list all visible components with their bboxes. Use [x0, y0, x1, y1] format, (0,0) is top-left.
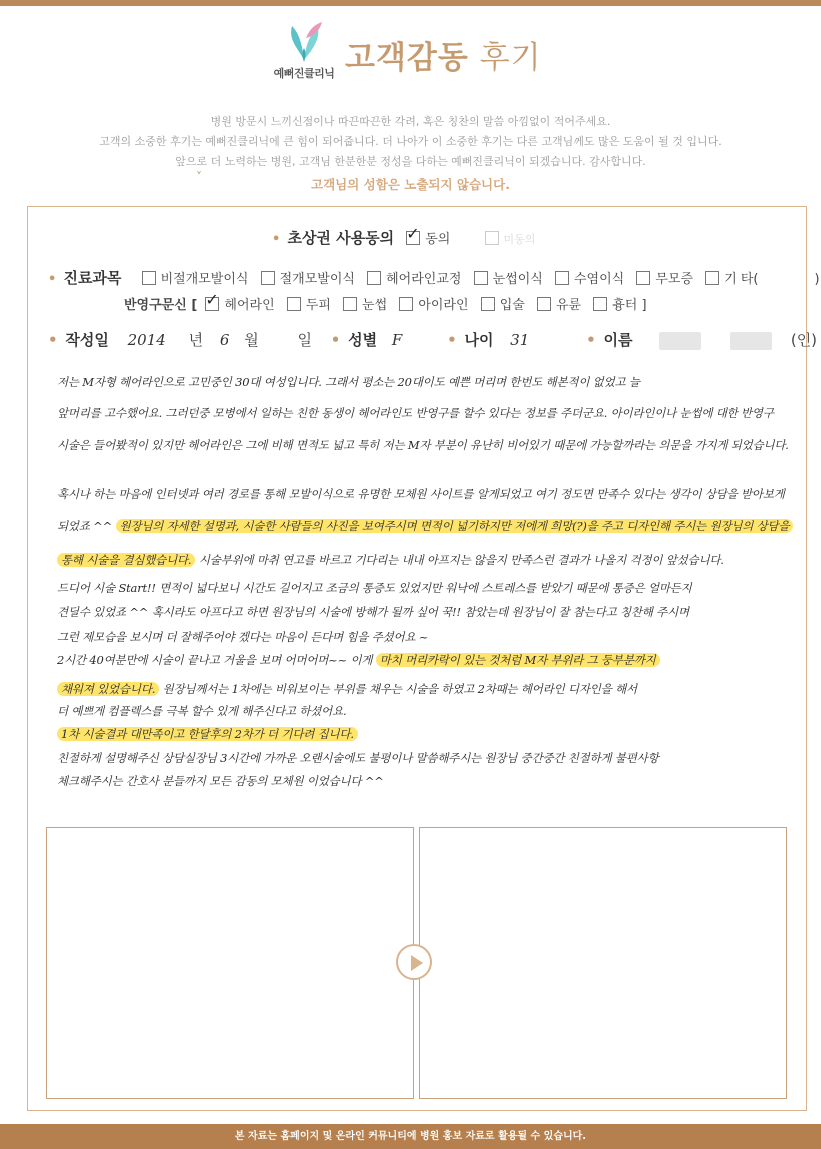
treatment-option-6: 무모증 — [655, 272, 694, 287]
area-checkbox-3[interactable] — [343, 297, 357, 311]
treatment-option-other: 기 타( — [724, 272, 759, 287]
consent-agree-label: 동의 — [425, 232, 451, 247]
review-highlight: 마치 머리카락이 있는 것처럼 M자 부위라 그 둥부분까지 — [376, 653, 660, 667]
play-arrow-icon[interactable] — [396, 944, 432, 980]
review-line: 저는 M자형 헤어라인으로 고민중인 30대 여성입니다. 그래서 평소는 20대이도 예쁜 머리며 한번도 해본적이 없었고 늘 — [57, 375, 640, 389]
bullet-icon: • — [447, 331, 457, 349]
review-line-group — [57, 726, 797, 742]
treatment-option-2: 절개모발이식 — [279, 272, 355, 287]
area-option-5: 입술 — [499, 298, 525, 313]
intro-text — [0, 112, 821, 172]
treatment-option-3: 헤어라인교정 — [386, 272, 462, 287]
consent-label: 초상권 사용동의 — [287, 229, 395, 247]
review-line: 혹시나 하는 마음에 인터넷과 여러 경로를 통해 모발이식으로 유명한 모체원 사이트를 알게되었고 여기 정도면 만족수 있다는 생각이 상담을 받아보게 — [57, 487, 785, 501]
treatment-checkbox-3[interactable] — [367, 271, 381, 285]
name-blurred — [659, 332, 701, 350]
treatment-checkbox-6[interactable] — [636, 271, 650, 285]
review-line-group — [57, 518, 797, 534]
seal-label: (인) — [790, 331, 818, 349]
page-title — [345, 32, 542, 77]
clinic-logo — [268, 18, 340, 98]
intro-line-2: 고객의 소중한 후기는 예뻐진클리닉에 큰 힘이 되어줍니다. 더 나아가 이 소중한 후기는 다른 고객님께도 많은 도움이 될 것 입니다. — [99, 135, 722, 148]
review-highlight: 원장님의 자세한 설명과, 시술한 사람들의 사진을 보여주시며 면적이 넓기하지만 저에게 희망(?)을 주고 디자인해 주시는 원장님의 상담을 — [116, 519, 794, 533]
review-line-group — [57, 681, 797, 697]
review-highlight: 통해 시술을 결심했습니다. — [57, 553, 195, 567]
consent-row — [272, 224, 536, 248]
page-header — [0, 18, 821, 98]
review-line: 그런 제모습을 보시며 더 잘해주어야 겠다는 마음이 든다며 힘을 주셨어요 ~ — [57, 630, 429, 644]
month-unit: 월 — [244, 331, 259, 349]
review-line: 시술부위에 마취 연고를 바르고 기다리는 내내 아프지는 않을지 만족스런 결과가 나올지 걱정이 앞섰습니다. — [198, 553, 724, 567]
name-label: 이름 — [603, 331, 633, 349]
bullet-icon: • — [586, 331, 596, 349]
check-mark-icon: ✓ — [205, 290, 219, 309]
title-bold: 고객감동 — [345, 40, 469, 76]
bullet-icon: • — [48, 331, 58, 349]
date-label: 작성일 — [65, 331, 109, 349]
treatment-checkbox-7[interactable] — [705, 271, 719, 285]
photo-before-frame — [46, 827, 414, 1099]
consent-disagree-label: 미동의 — [503, 233, 536, 246]
treatment-label: 진료과목 — [63, 269, 122, 287]
bullet-icon: • — [330, 331, 341, 349]
age-label: 나이 — [464, 331, 494, 349]
review-line: 체크해주시는 간호사 분들까지 모든 감동의 모체원 이었습니다 ^^ — [57, 774, 384, 788]
gender-label: 성별 — [348, 331, 378, 349]
footer-notice: 본 자료는 홈페이지 및 온라인 커뮤니티에 병원 홍보 자료로 활용될 수 있습니다. — [0, 1124, 821, 1149]
year-unit: 년 — [188, 331, 204, 349]
title-light: 후기 — [479, 40, 542, 76]
treatment-row — [48, 267, 820, 288]
treatment-option-5: 수염이식 — [573, 272, 625, 287]
review-line: 2시간 40여분만에 시술이 끝나고 거울을 보며 어머어머~~ 이게 — [57, 653, 373, 667]
info-row — [48, 329, 817, 350]
area-option-4: 아이라인 — [418, 298, 469, 313]
intro-line-1: 병원 방문시 느끼신점이나 따끈따끈한 각려, 혹은 칭찬의 말씀 아낌없이 적어주세요. — [210, 115, 611, 128]
area-label: 반영구문신 [ — [124, 298, 198, 313]
treatment-option-other-close: ) — [814, 272, 820, 287]
review-highlight: 1차 시술결과 대만족이고 한달후의 2차가 더 기다려 집니다. — [57, 727, 358, 741]
bullet-icon: • — [272, 232, 281, 247]
area-checkbox-4[interactable] — [399, 297, 413, 311]
treatment-checkbox-4[interactable] — [474, 271, 488, 285]
butterfly-logo-icon — [284, 18, 324, 64]
area-checkbox-2[interactable] — [287, 297, 301, 311]
area-option-1: 헤어라인 — [224, 298, 275, 313]
consent-agree-checkbox[interactable] — [406, 224, 420, 245]
review-line: 되었죠 ^^ — [57, 519, 113, 533]
date-year: 2014 — [127, 331, 166, 349]
privacy-notice: 고객님의 성함은 노출되지 않습니다. — [311, 177, 510, 192]
treatment-checkbox-5[interactable] — [555, 271, 569, 285]
area-checkbox-1[interactable] — [205, 290, 219, 311]
photo-after-frame — [419, 827, 787, 1099]
review-line: 더 예쁘게 컴플렉스를 극복 할수 있게 해주신다고 하셨어요. — [57, 704, 347, 718]
review-line-group — [57, 552, 797, 568]
chevron-down-icon: ˅ — [196, 170, 202, 184]
clinic-name: 예뻐진클리닉 — [273, 67, 335, 80]
area-option-6: 유륜 — [555, 298, 582, 313]
area-checkbox-5[interactable] — [481, 297, 495, 311]
treatment-checkbox-1[interactable] — [142, 271, 156, 285]
area-row — [124, 290, 647, 313]
day-unit: 일 — [297, 331, 312, 349]
area-option-2: 두피 — [305, 298, 331, 313]
area-checkbox-6[interactable] — [537, 297, 551, 311]
area-option-7: 흉터 ] — [612, 298, 647, 313]
intro-line-3: 앞으로 더 노력하는 병원, 고객님 한분한분 정성을 다하는 예뻐진클리닉이 되겠습니다. 감사합니다. — [175, 155, 646, 168]
review-line: 시술은 들어봤적이 있지만 헤어라인은 그에 비해 면적도 넓고 특히 저는 M자 부분이 유난히 비어있기 때문에 가능할까라는 의문을 가지게 되었습니다. — [57, 438, 789, 452]
age-value: 31 — [510, 331, 530, 349]
check-mark-icon: ✓ — [406, 224, 420, 243]
review-highlight: 채워져 있었습니다. — [57, 682, 159, 696]
name-blurred — [730, 332, 772, 350]
bullet-icon: • — [48, 272, 57, 287]
review-line: 앞머리를 고수했어요. 그러던중 모병에서 일하는 친한 동생이 헤어라인도 반영구를 할수 있다는 정보를 주더군요. 아이라인이나 눈썹에 대한 반영구 — [57, 406, 774, 420]
review-line: 견딜수 있었죠 ^^ 혹시라도 아프다고 하면 원장님의 시술에 방해가 될까 싶어 꾹!! 참았는데 원장님이 잘 참는다고 칭찬해 주시며 — [57, 605, 689, 619]
treatment-checkbox-2[interactable] — [261, 271, 275, 285]
date-month: 6 — [219, 331, 230, 349]
area-option-3: 눈썹 — [362, 298, 388, 313]
treatment-option-4: 눈썹이식 — [492, 272, 543, 287]
review-line: 원장님께서는 1차에는 비워보이는 부위를 채우는 시술을 하였고 2차때는 헤어라인 디자인을 해서 — [162, 682, 637, 696]
top-accent-bar — [0, 0, 821, 6]
review-line: 친절하게 설명해주신 상담실장님 3시간에 가까운 오랜시술에도 불평이나 말씀해주시는 원장님 중간중간 친절하게 불편사항 — [57, 751, 659, 765]
treatment-option-1: 비절개모발이식 — [160, 272, 249, 287]
area-checkbox-7[interactable] — [593, 297, 607, 311]
review-line-group — [57, 652, 797, 668]
consent-disagree-checkbox[interactable] — [485, 231, 499, 245]
gender-value: F — [391, 331, 403, 349]
review-line: 드디어 시술 Start!! 면적이 넓다보니 시간도 길어지고 조금의 통증도 있었지만 워낙에 스트레스를 받았기 때문에 통증은 얼마든지 — [57, 581, 692, 595]
